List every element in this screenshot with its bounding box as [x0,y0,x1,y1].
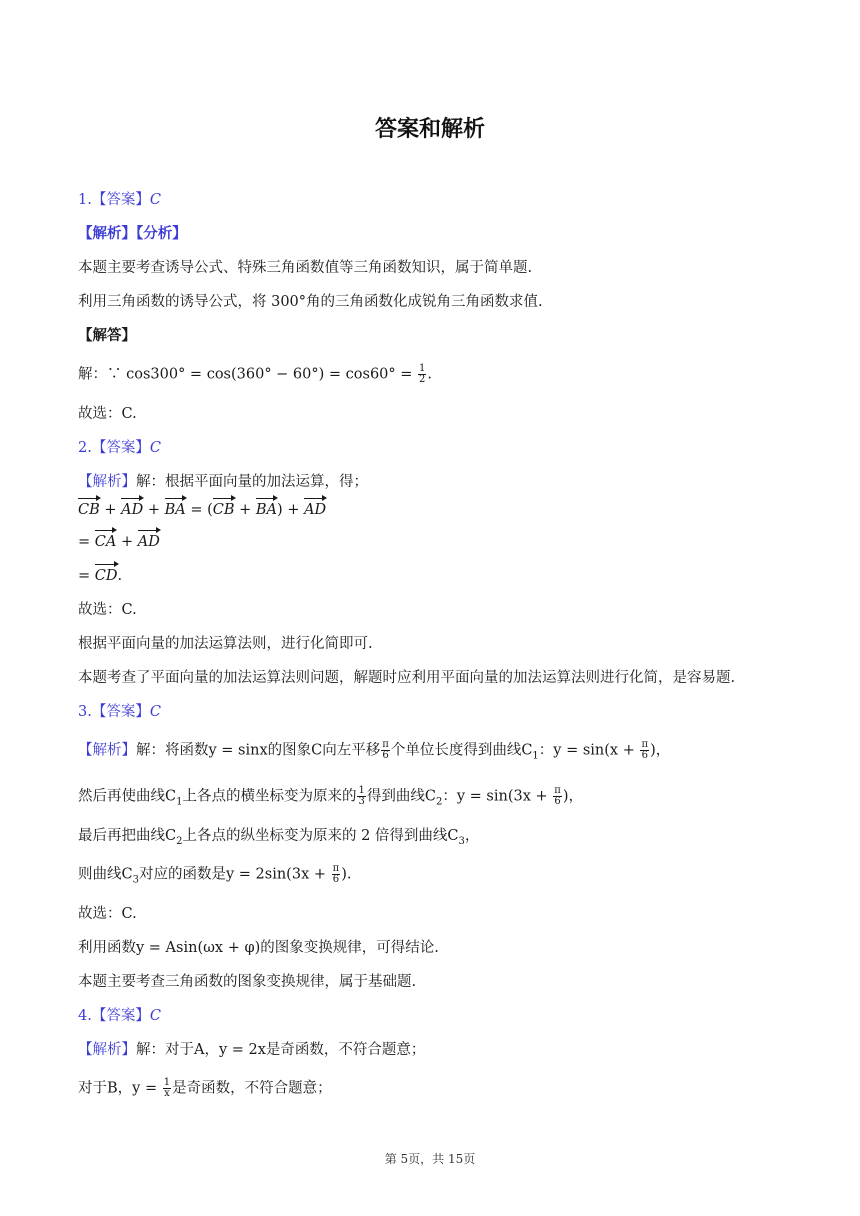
vector-equation-1: CB + AD + BA = (CB + BA) + AD [78,502,327,518]
vector-equation-2: = CA + AD [78,534,160,550]
text-line: 利用三角函数的诱导公式，将 300°角的三角函数化成锐角三角函数求值. [78,294,543,310]
answer-3-heading: 3.【答案】C [78,704,161,720]
text-line: 根据平面向量的加法运算法则，进行化简即可. [78,636,373,652]
answer-4-heading: 4.【答案】C [78,1008,161,1024]
fraction: $\frac{1}{2}$ [419,363,426,385]
text-line: 【解析】解：将函数y = sinx的图象C向左平移 $\frac{\pi}{6}$ 个单位长度得到曲线$C_1$：y = sin(x + $\frac{\pi}{6}$ )， [78,739,671,762]
text-line: 则曲线$C_3$对应的函数是y = 2sin(3x + $\frac{\pi}{6}$ ). [78,863,352,886]
text-line: 本题主要考查诱导公式、特殊三角函数值等三角函数知识，属于简单题. [78,260,533,276]
text-line: 本题主要考查三角函数的图象变换规律，属于基础题. [78,974,417,990]
formula-line: 解：∵ cos300° = cos(360° − 60°) = cos60° = $\frac{1}{2}$ . [78,363,433,385]
text-line: 对于B，y = $\frac{1}{x}$ 是奇函数，不符合题意； [78,1077,332,1099]
page-title: 答案和解析 [374,117,485,142]
text-line: 【解析】解：对于A，y = 2x是奇函数，不符合题意； [78,1042,426,1058]
analysis-label: 【解析】【分析】 [78,225,187,242]
text-line: 利用函数y = Asin(ωx + φ)的图象变换规律，可得结论. [78,940,439,956]
text-line: 本题考查了平面向量的加法运算法则问题，解题时应利用平面向量的加法运算法则进行化简，是容易题. [78,670,736,686]
answer-1-heading: 1.【答案】C [78,192,161,208]
vector-equation-3: = CD. [78,568,123,584]
choice-line: 故选：C. [78,906,137,922]
choice-line: 故选：C. [78,602,137,618]
answer-2-heading: 2.【答案】C [78,440,161,456]
choice-line: 故选：C. [78,406,137,422]
page-footer: 第 5页，共 15页 [384,1152,476,1166]
solution-label: 【解答】 [78,327,136,344]
text-line: 最后再把曲线$C_2$上各点的纵坐标变为原来的 2 倍得到曲线$C_3$， [78,828,480,847]
text-line: 【解析】解：根据平面向量的加法运算，得； [78,474,368,490]
text-line: 然后再使曲线$C_1$上各点的横坐标变为原来的 $\frac{1}{3}$ 得到曲线$C_2$：y = sin(3x + $\frac{\pi}{6}$ )， [78,785,583,808]
